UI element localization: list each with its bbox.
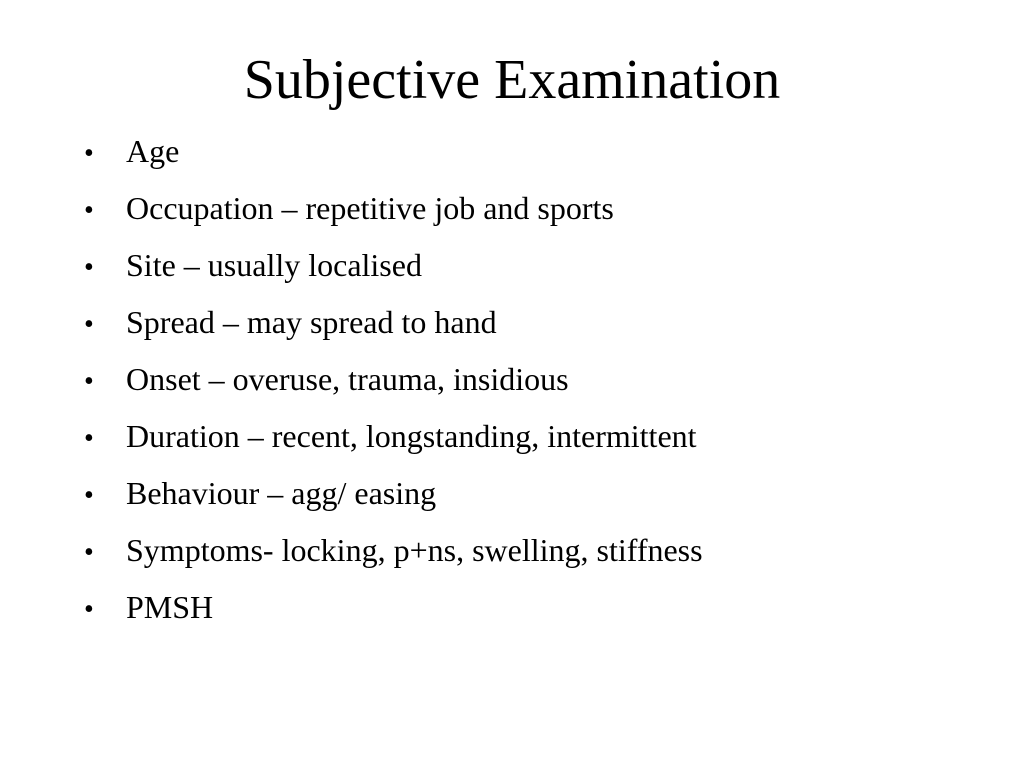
bullet-icon: • [84,366,94,397]
bullet-icon: • [84,423,94,454]
bullet-icon: • [84,309,94,340]
list-item [84,527,984,584]
bullet-text: Onset – overuse, trauma, insidious [126,361,569,397]
bullet-text: Age [126,133,180,169]
bullet-icon: • [84,594,94,625]
bullet-icon: • [84,537,94,568]
bullet-text: Occupation – repetitive job and sports [126,190,614,226]
list-item [84,128,984,185]
bullet-text: Site – usually localised [126,247,422,283]
bullet-icon: • [84,138,94,169]
list-item [84,470,984,527]
list-item [84,584,984,641]
bullet-icon: • [84,480,94,511]
bullet-text: Behaviour – agg/ easing [126,475,437,511]
bullet-list [84,128,984,641]
bullet-text: Symptoms- locking, p+ns, swelling, stiffness [126,532,703,568]
list-item [84,185,984,242]
bullet-text: PMSH [126,589,214,625]
list-item [84,299,984,356]
list-item [84,413,984,470]
bullet-text: Spread – may spread to hand [126,304,497,340]
list-item [84,242,984,299]
bullet-text: Duration – recent, longstanding, intermittent [126,418,697,454]
bullet-icon: • [84,195,94,226]
list-item [84,356,984,413]
slide-title: Subjective Examination [243,49,781,111]
bullet-icon: • [84,252,94,283]
